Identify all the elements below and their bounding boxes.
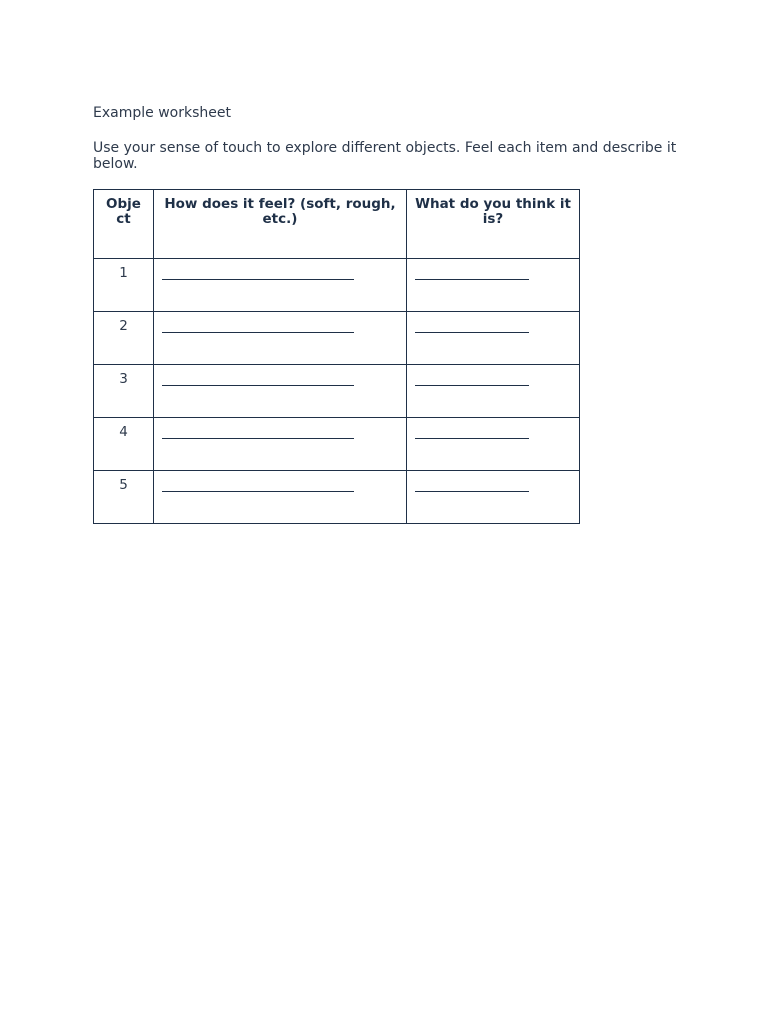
guess-answer-cell <box>407 471 580 524</box>
guess-answer-line[interactable] <box>415 319 529 333</box>
header-feel: How does it feel? (soft, rough, etc.) <box>154 190 407 259</box>
feel-answer-cell <box>154 471 407 524</box>
worksheet-table <box>93 189 580 524</box>
feel-answer-cell <box>154 365 407 418</box>
table-header-row <box>94 190 580 259</box>
table-row <box>94 471 580 524</box>
feel-answer-line[interactable] <box>162 319 354 333</box>
header-guess: What do you think it is? <box>407 190 580 259</box>
guess-answer-line[interactable] <box>415 266 529 280</box>
feel-answer-line[interactable] <box>162 478 354 492</box>
guess-answer-line[interactable] <box>415 425 529 439</box>
table-row <box>94 418 580 471</box>
guess-answer-cell <box>407 312 580 365</box>
row-number: 1 <box>94 259 154 312</box>
feel-answer-cell <box>154 312 407 365</box>
table-row <box>94 259 580 312</box>
feel-answer-line[interactable] <box>162 425 354 439</box>
worksheet-page <box>93 104 683 524</box>
feel-answer-cell <box>154 259 407 312</box>
row-number: 2 <box>94 312 154 365</box>
guess-answer-line[interactable] <box>415 372 529 386</box>
guess-answer-cell <box>407 418 580 471</box>
row-number: 5 <box>94 471 154 524</box>
worksheet-title: Example worksheet <box>93 105 231 121</box>
worksheet-instructions: Use your sense of touch to explore different objects. Feel each item and describe it below. <box>93 140 677 172</box>
table-row <box>94 312 580 365</box>
feel-answer-line[interactable] <box>162 266 354 280</box>
guess-answer-line[interactable] <box>415 478 529 492</box>
row-number: 3 <box>94 365 154 418</box>
guess-answer-cell <box>407 259 580 312</box>
feel-answer-line[interactable] <box>162 372 354 386</box>
guess-answer-cell <box>407 365 580 418</box>
table-row <box>94 365 580 418</box>
feel-answer-cell <box>154 418 407 471</box>
row-number: 4 <box>94 418 154 471</box>
header-object: Obje ct <box>94 190 154 259</box>
